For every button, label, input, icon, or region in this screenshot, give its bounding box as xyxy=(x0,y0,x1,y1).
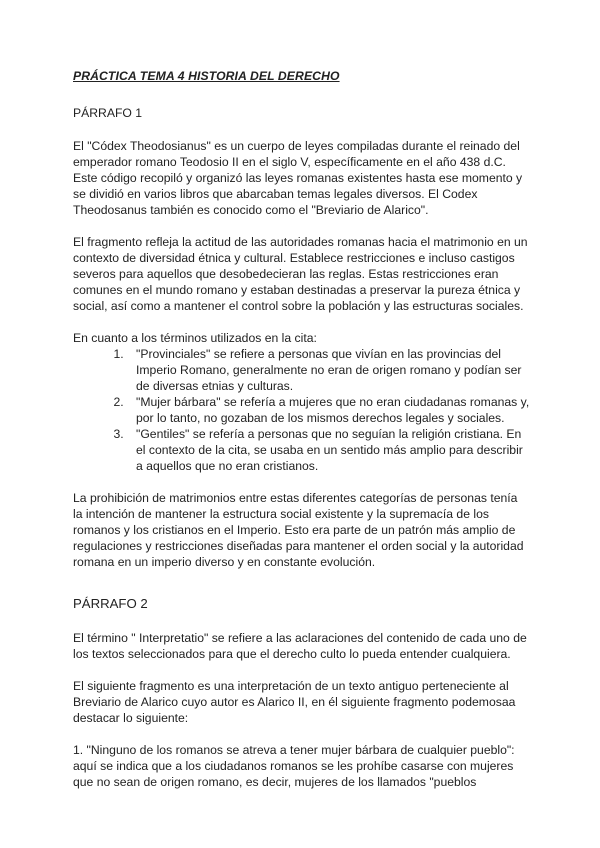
section-1-paragraph-1: El "Códex Theodosianus" es un cuerpo de leyes compiladas durante el reinado del emperador romano Teodosio II en el siglo V, específicamente en el año 438 d.C. Este código recopiló y organizó las leyes romanas existentes hasta ese momento y se dividió en varios libros que abarcaban temas legales diversos. El Codex Theodosanus también es conocido como el "Breviario de Alarico". xyxy=(73,139,523,217)
list-item: 3. "Gentiles" se refería a personas que no seguían la religión cristiana. En el contexto de la cita, se usaba en un sentido más amplio para describir a aquellos que no eran cristianos. xyxy=(127,426,530,474)
section-2-paragraph-1: El término " Interpretatio" se refiere a las aclaraciones del contenido de cada uno de los textos seleccionados para que el derecho culto lo pueda entender cualquiera. xyxy=(73,631,527,661)
list-item: 1. "Provinciales" se refiere a personas que vivían en las provincias del Imperio Romano, generalmente no eran de origen romano y podían ser de diversas etnias y culturas. xyxy=(127,346,530,394)
section-2-paragraph-2: El siguiente fragmento es una interpretación de un texto antiguo perteneciente al Breviario de Alarico cuyo autor es Alarico II, en él siguiente fragmento podemosaa destacar lo siguiente: xyxy=(73,679,516,725)
terms-list-intro: En cuanto a los términos utilizados en la cita: xyxy=(73,331,317,345)
section-1-heading: PÁRRAFO 1 xyxy=(73,106,143,120)
section-2-heading: PÁRRAFO 2 xyxy=(73,596,148,611)
section-1-paragraph-2: El fragmento refleja la actitud de las autoridades romanas hacia el matrimonio en un contexto de diversidad étnica y cultural. Establece restricciones e incluso castigos severos para aquellos que desobedecieran las reglas. Estas restricciones eran comunes en el mundo romano y estaban destinadas a preservar la pureza étnica y social, así como a mantener el control sobre la población y las estructuras sociales. xyxy=(73,235,528,313)
section-2-paragraph-3: 1. "Ninguno de los romanos se atreva a tener mujer bárbara de cualquier pueblo": aquí se indica que a los ciudadanos romanos se les prohíbe casarse con mujeres que no sean de origen romano, es decir, mujeres de los llamados "pueblos xyxy=(73,743,515,789)
list-item: 2. "Mujer bárbara" se refería a mujeres que no eran ciudadanas romanas y, por lo tanto, no gozaban de los mismos derechos legales y sociales. xyxy=(127,394,530,426)
section-1-paragraph-3: La prohibición de matrimonios entre estas diferentes categorías de personas tenía la intención de mantener la estructura social existente y la supremacía de los romanos y los cristianos en el Imperio. Esto era parte de un patrón más amplio de regulaciones y restricciones diseñadas para mantener el orden social y la autoridad romana en un imperio diverso y en constante evolución. xyxy=(73,491,524,569)
document-title: PRÁCTICA TEMA 4 HISTORIA DEL DERECHO xyxy=(73,69,340,83)
terms-list xyxy=(73,346,530,474)
